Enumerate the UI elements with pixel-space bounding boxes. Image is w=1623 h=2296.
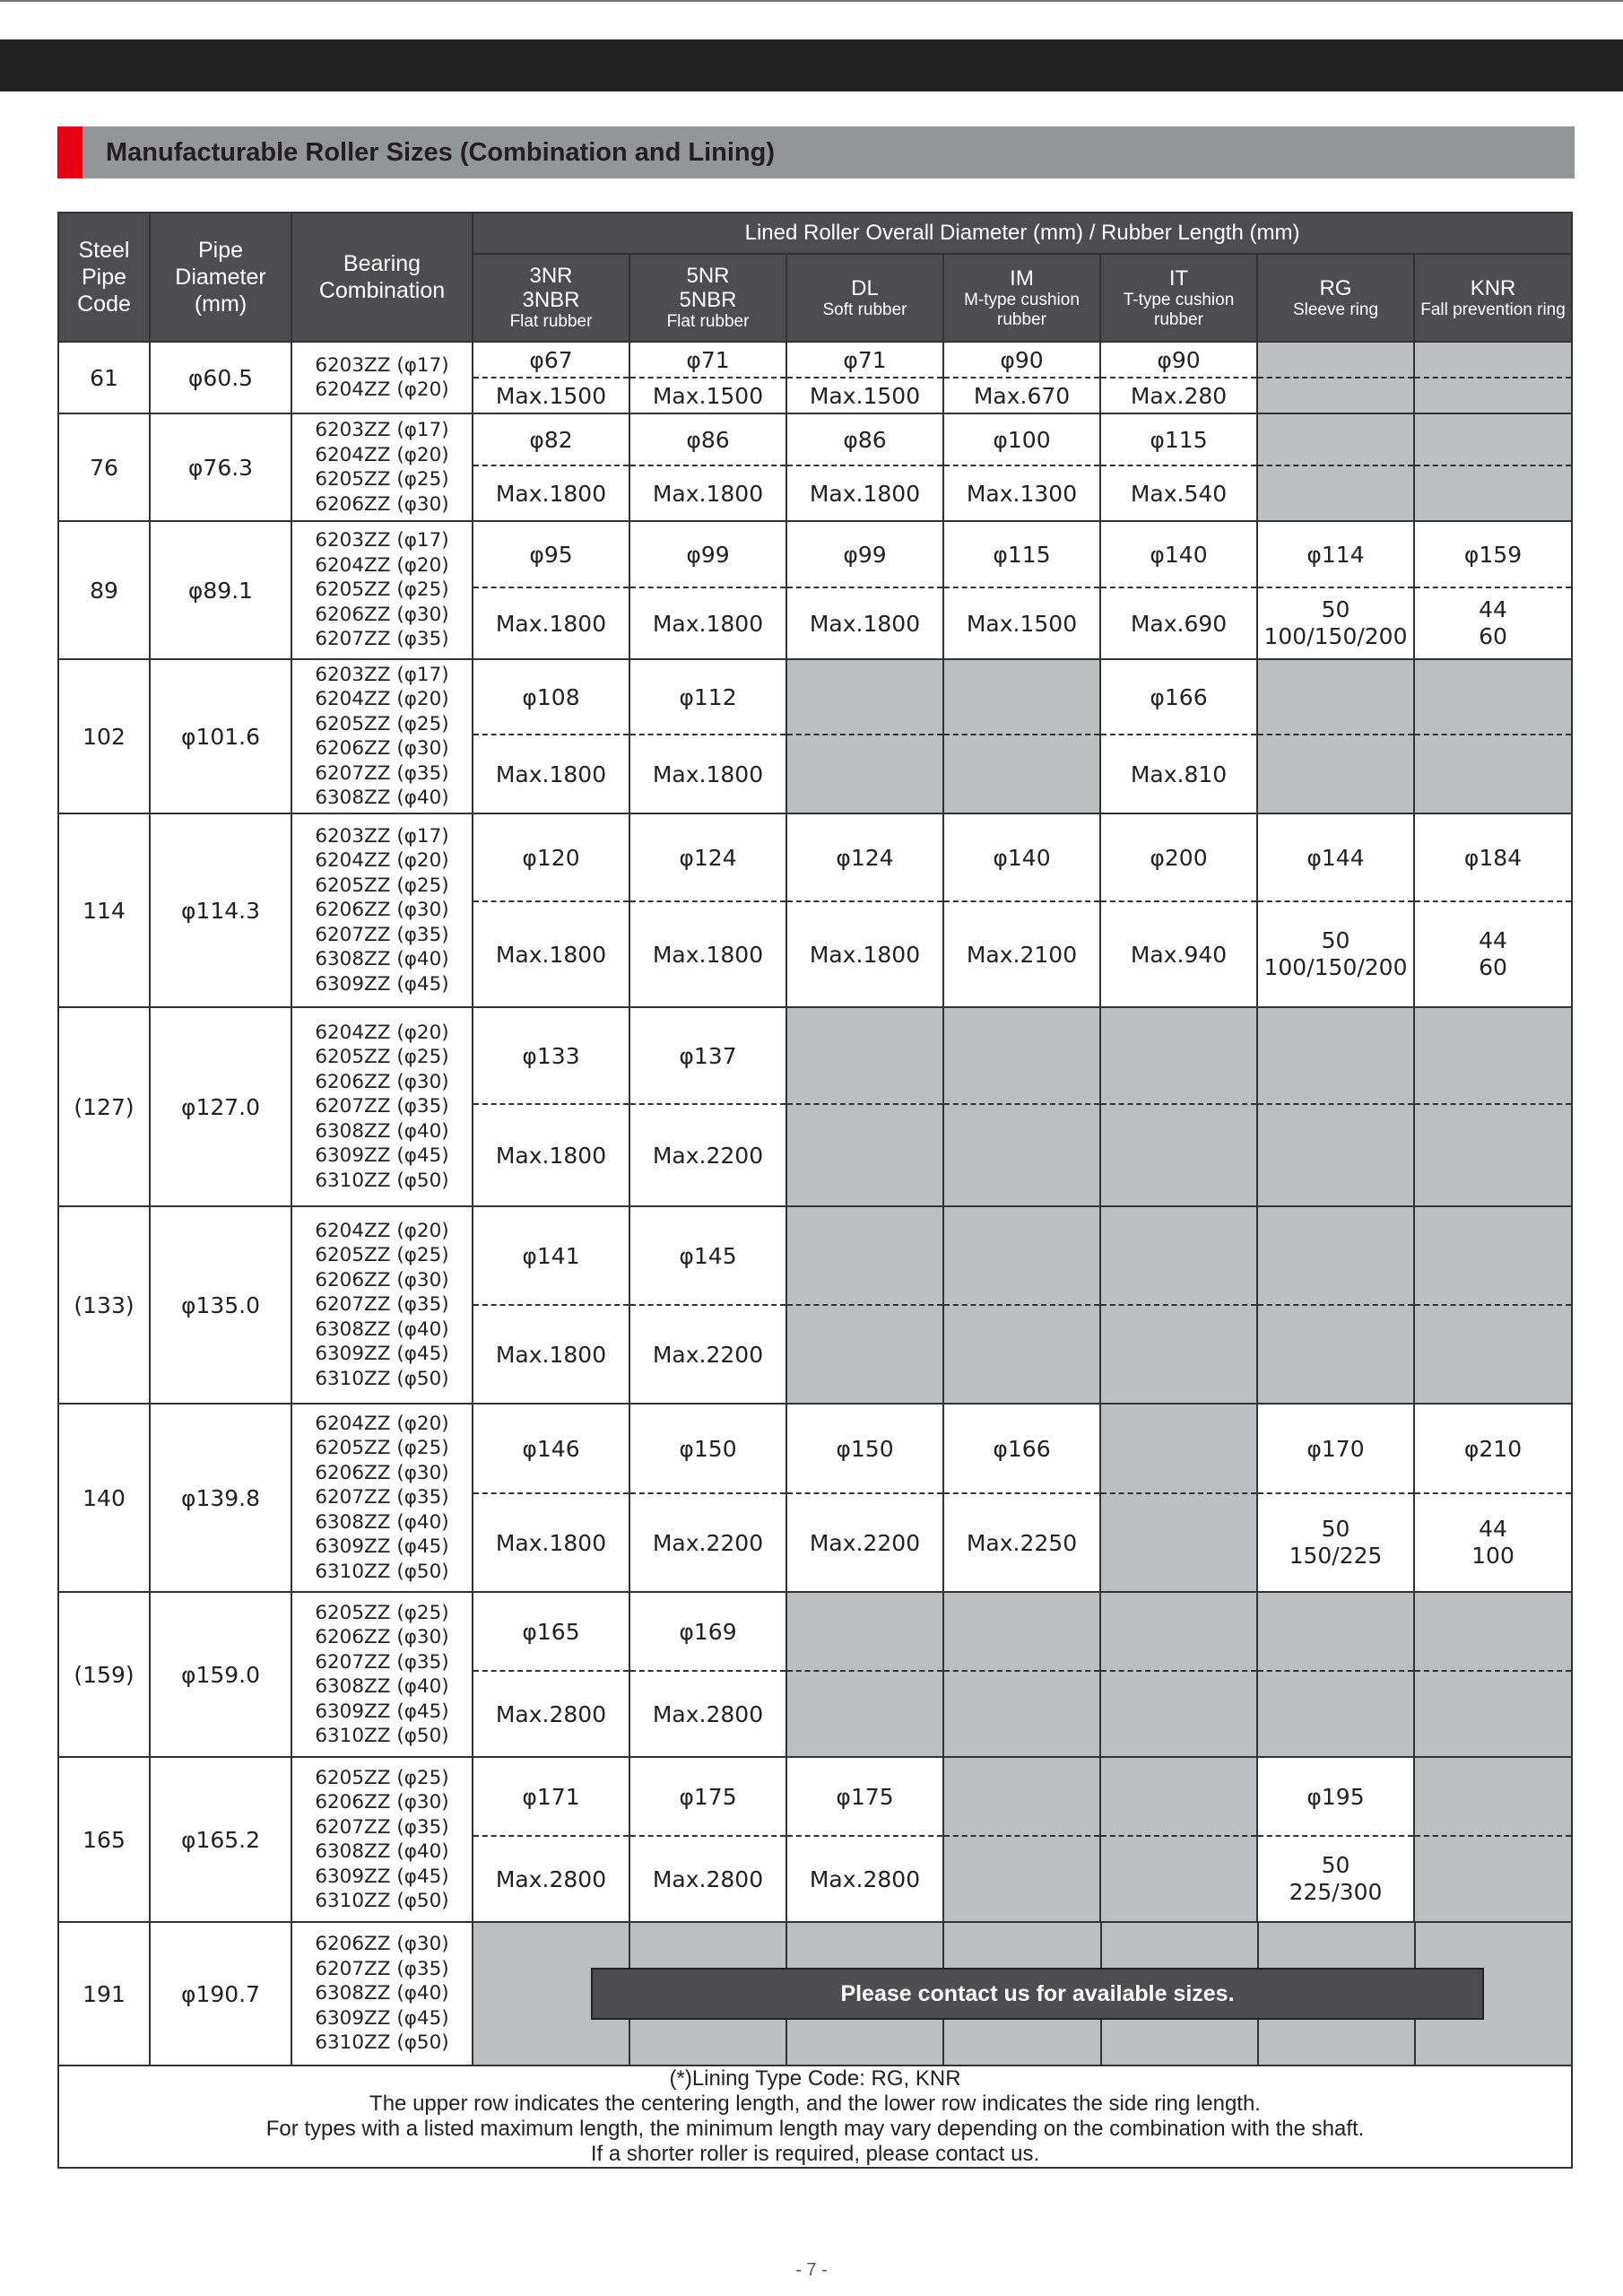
rubber-length: Max.810 — [1100, 735, 1257, 813]
unavailable-cell — [1257, 413, 1414, 465]
note-line: The upper row indicates the centering length, and the lower row indicates the side ring length. — [369, 2092, 1261, 2116]
overall-diameter: φ82 — [473, 413, 629, 465]
bearing-item: 6204ZZ (φ20) — [315, 553, 449, 577]
bearing-item: 6204ZZ (φ20) — [315, 849, 449, 873]
overall-diameter: φ137 — [629, 1007, 786, 1104]
unavailable-cell — [1414, 342, 1572, 378]
unavailable-cell — [1100, 1493, 1257, 1592]
steel-pipe-code: 76 — [58, 413, 150, 521]
steel-pipe-code: 89 — [58, 521, 150, 659]
overall-diameter: φ141 — [473, 1206, 629, 1305]
bearing-item: 6204ZZ (φ20) — [315, 1412, 449, 1435]
rubber-length: Max.1800 — [786, 901, 943, 1007]
rubber-length: Max.2250 — [943, 1493, 1100, 1592]
unavailable-cell — [1414, 1836, 1572, 1922]
table-row — [58, 659, 1572, 735]
unavailable-cell — [943, 1836, 1100, 1922]
overall-diameter: φ133 — [473, 1007, 629, 1104]
bearing-combination — [291, 1404, 473, 1592]
col-header-type — [1257, 254, 1414, 342]
note-line: If a shorter roller is required, please contact us. — [590, 2142, 1040, 2166]
bearing-combination — [291, 1922, 473, 2066]
steel-pipe-code: 102 — [58, 659, 150, 813]
unavailable-cell — [1257, 342, 1414, 378]
bearing-item: 6309ZZ (φ45) — [315, 972, 449, 996]
steel-pipe-code: 165 — [58, 1757, 150, 1922]
bearing-item: 6308ZZ (φ40) — [315, 948, 449, 971]
col-header-type — [1414, 254, 1572, 342]
type-code: 3NR — [529, 264, 573, 288]
overall-diameter: φ71 — [629, 342, 786, 378]
bearing-item: 6207ZZ (φ35) — [315, 923, 449, 946]
unavailable-cell — [1414, 413, 1572, 465]
bearing-item: 6206ZZ (φ30) — [315, 492, 449, 516]
overall-diameter: φ210 — [1414, 1404, 1572, 1493]
bearing-item: 6207ZZ (φ35) — [315, 628, 449, 651]
type-description: Soft rubber — [822, 300, 907, 319]
bearing-item: 6207ZZ (φ35) — [315, 1095, 449, 1118]
unavailable-cell — [786, 1104, 943, 1206]
unavailable-cell — [1414, 1305, 1572, 1404]
notes-row — [58, 2066, 1572, 2168]
bearing-item: 6206ZZ (φ30) — [315, 1268, 449, 1292]
type-description: Flat rubber — [509, 312, 593, 331]
overall-diameter: φ166 — [1100, 659, 1257, 735]
unavailable-cell — [1257, 1206, 1414, 1305]
unavailable-cell — [786, 1305, 943, 1404]
rubber-length: Max.1800 — [473, 735, 629, 813]
bearing-item: 6309ZZ (φ45) — [315, 1535, 449, 1559]
col-header-type — [943, 254, 1100, 342]
bearing-combination — [291, 659, 473, 813]
rubber-length: Max.1800 — [629, 465, 786, 521]
rubber-length: Max.2800 — [786, 1836, 943, 1922]
bearing-item: 6207ZZ (φ35) — [315, 1650, 449, 1674]
type-description: Sleeve ring — [1292, 300, 1379, 319]
unavailable-cell — [1100, 1404, 1257, 1493]
overall-diameter: φ124 — [786, 813, 943, 901]
bearing-item: 6309ZZ (φ45) — [315, 2006, 449, 2030]
overall-diameter: φ124 — [629, 813, 786, 901]
overall-diameter: φ150 — [786, 1404, 943, 1493]
unavailable-cell — [1257, 1104, 1414, 1206]
bearing-combination — [291, 521, 473, 659]
table-row — [58, 1007, 1572, 1104]
unavailable-cell — [1100, 1671, 1257, 1757]
bearing-item: 6207ZZ (φ35) — [315, 1957, 449, 1980]
unavailable-cell — [1257, 735, 1414, 813]
pipe-diameter: φ114.3 — [150, 813, 291, 1007]
unavailable-cell — [1100, 1206, 1257, 1305]
rubber-length: Max.670 — [943, 378, 1100, 413]
steel-pipe-code: (127) — [58, 1007, 150, 1206]
bearing-item: 6205ZZ (φ25) — [315, 578, 449, 602]
rubber-length: Max.1800 — [473, 465, 629, 521]
unavailable-cell — [943, 1104, 1100, 1206]
col-header-pipe-diameter: Pipe Diameter (mm) — [150, 213, 291, 342]
bearing-item: 6204ZZ (φ20) — [315, 1021, 449, 1044]
type-code: RG — [1319, 275, 1352, 300]
col-header-type — [1100, 254, 1257, 342]
unavailable-cell — [1257, 1592, 1414, 1671]
steel-pipe-code: 140 — [58, 1404, 150, 1592]
rubber-length: Max.2200 — [629, 1493, 786, 1592]
table-row — [58, 1922, 1572, 2066]
rubber-length: Max.1800 — [473, 1104, 629, 1206]
header-row-1 — [58, 213, 1572, 254]
unavailable-cell — [943, 659, 1100, 735]
unavailable-cell — [1100, 1592, 1257, 1671]
overall-diameter: φ166 — [943, 1404, 1100, 1493]
overall-diameter: φ145 — [629, 1206, 786, 1305]
section-title: Manufacturable Roller Sizes (Combination and Lining) — [106, 138, 775, 167]
rubber-length: Max.2100 — [943, 901, 1100, 1007]
type-code: 3NBR — [522, 288, 580, 312]
rubber-length: Max.1500 — [473, 378, 629, 413]
overall-diameter: φ115 — [943, 521, 1100, 587]
bearing-item: 6203ZZ (φ17) — [315, 824, 449, 848]
table-row — [58, 1757, 1572, 1836]
overall-diameter: φ86 — [786, 413, 943, 465]
pipe-diameter: φ159.0 — [150, 1592, 291, 1757]
pipe-diameter: φ60.5 — [150, 342, 291, 413]
bearing-item: 6308ZZ (φ40) — [315, 1675, 449, 1698]
overall-diameter: φ175 — [629, 1757, 786, 1836]
steel-pipe-code: 191 — [58, 1922, 150, 2066]
bearing-item: 6206ZZ (φ30) — [315, 1461, 449, 1484]
type-description: T-type cushion rubber — [1123, 290, 1235, 329]
rubber-length: 50 100/150/200 — [1257, 587, 1414, 659]
rubber-length: Max.2200 — [629, 1104, 786, 1206]
steel-pipe-code: 61 — [58, 342, 150, 413]
bearing-combination — [291, 1007, 473, 1206]
bearing-item: 6308ZZ (φ40) — [315, 787, 449, 809]
rubber-length: Max.1500 — [629, 378, 786, 413]
bearing-item: 6308ZZ (φ40) — [315, 1510, 449, 1534]
bearing-item: 6204ZZ (φ20) — [315, 443, 449, 466]
table-row — [58, 813, 1572, 901]
rubber-length: Max.2200 — [786, 1493, 943, 1592]
rubber-length: Max.280 — [1100, 378, 1257, 413]
table-row — [58, 1592, 1572, 1671]
unavailable-cell — [943, 1757, 1100, 1836]
unavailable-cell — [943, 735, 1100, 813]
unavailable-cell — [1100, 1836, 1257, 1922]
bearing-item: 6206ZZ (φ30) — [315, 1791, 449, 1813]
rubber-length: Max.1800 — [473, 587, 629, 659]
rubber-length: Max.1800 — [473, 1305, 629, 1404]
overall-diameter: φ144 — [1257, 813, 1414, 901]
contact-cell — [473, 1922, 1572, 2066]
type-code: 5NBR — [679, 288, 737, 312]
rubber-length: Max.940 — [1100, 901, 1257, 1007]
overall-diameter: φ86 — [629, 413, 786, 465]
bearing-item: 6310ZZ (φ50) — [315, 1560, 449, 1583]
type-code: IT — [1168, 265, 1189, 291]
unavailable-cell — [943, 1305, 1100, 1404]
unavailable-cell — [1257, 1671, 1414, 1757]
rubber-length: 44 100 — [1414, 1493, 1572, 1592]
rubber-length: Max.1800 — [786, 587, 943, 659]
rubber-length: Max.2800 — [629, 1671, 786, 1757]
pipe-diameter: φ89.1 — [150, 521, 291, 659]
rubber-length: Max.1800 — [629, 735, 786, 813]
page-number: - 7 - — [795, 2260, 828, 2280]
unavailable-cell — [1257, 659, 1414, 735]
overall-diameter: φ159 — [1414, 521, 1572, 587]
bearing-item: 6310ZZ (φ50) — [315, 2031, 449, 2055]
unavailable-cell — [786, 735, 943, 813]
table-row — [58, 1404, 1572, 1493]
overall-diameter: φ112 — [629, 659, 786, 735]
unavailable-cell — [943, 1206, 1100, 1305]
overall-diameter: φ175 — [786, 1757, 943, 1836]
unavailable-cell — [1100, 1757, 1257, 1836]
overall-diameter: φ140 — [943, 813, 1100, 901]
rubber-length: Max.2800 — [473, 1836, 629, 1922]
bearing-item: 6206ZZ (φ30) — [315, 1626, 449, 1648]
rubber-length: Max.1300 — [943, 465, 1100, 521]
bearing-item: 6206ZZ (φ30) — [315, 1933, 449, 1956]
rubber-length: Max.1800 — [473, 1493, 629, 1592]
type-description: Fall prevention ring — [1420, 300, 1566, 319]
rubber-length: 50 150/225 — [1257, 1493, 1414, 1592]
bearing-item: 6310ZZ (φ50) — [315, 1725, 449, 1747]
type-code: DL — [851, 275, 879, 300]
unavailable-cell — [1257, 1305, 1414, 1404]
unavailable-cell — [1100, 1305, 1257, 1404]
overall-diameter: φ115 — [1100, 413, 1257, 465]
rubber-length: 44 60 — [1414, 901, 1572, 1007]
bearing-item: 6207ZZ (φ35) — [315, 1293, 449, 1317]
bearing-combination — [291, 342, 473, 413]
bearing-combination — [291, 813, 473, 1007]
top-rule — [0, 0, 1623, 2]
overall-diameter: φ169 — [629, 1592, 786, 1671]
rubber-length: 50 100/150/200 — [1257, 901, 1414, 1007]
col-header-type — [629, 254, 786, 342]
steel-pipe-code: (133) — [58, 1206, 150, 1404]
rubber-length: Max.1800 — [473, 901, 629, 1007]
pipe-diameter: φ190.7 — [150, 1922, 291, 2066]
bearing-item: 6207ZZ (φ35) — [315, 1815, 449, 1839]
bearing-item: 6205ZZ (φ25) — [315, 1437, 449, 1460]
overall-diameter: φ120 — [473, 813, 629, 901]
unavailable-cell — [786, 1206, 943, 1305]
col-header-type — [473, 254, 629, 342]
unavailable-cell — [1414, 1007, 1572, 1104]
overall-diameter: φ165 — [473, 1592, 629, 1671]
unavailable-cell — [1100, 1007, 1257, 1104]
bearing-item: 6207ZZ (φ35) — [315, 1486, 449, 1509]
rubber-length: Max.2200 — [629, 1305, 786, 1404]
overall-diameter: φ150 — [629, 1404, 786, 1493]
rubber-length: Max.2800 — [629, 1836, 786, 1922]
pipe-diameter: φ76.3 — [150, 413, 291, 521]
unavailable-cell — [786, 1671, 943, 1757]
unavailable-cell — [1257, 378, 1414, 413]
bearing-item: 6204ZZ (φ20) — [315, 378, 449, 401]
overall-diameter: φ90 — [1100, 342, 1257, 378]
overall-diameter: φ67 — [473, 342, 629, 378]
bearing-item: 6205ZZ (φ25) — [315, 1766, 449, 1789]
col-header-type — [786, 254, 943, 342]
unavailable-cell — [943, 1592, 1100, 1671]
bearing-item: 6309ZZ (φ45) — [315, 1343, 449, 1366]
table-row — [58, 413, 1572, 465]
overall-diameter: φ114 — [1257, 521, 1414, 587]
overall-diameter: φ195 — [1257, 1757, 1414, 1836]
bearing-combination — [291, 1592, 473, 1757]
rubber-length: 50 225/300 — [1257, 1836, 1414, 1922]
bearing-item: 6309ZZ (φ45) — [315, 1865, 449, 1888]
bearing-item: 6205ZZ (φ25) — [315, 468, 449, 491]
bearing-item: 6203ZZ (φ17) — [315, 353, 449, 377]
bearing-item: 6204ZZ (φ20) — [315, 1219, 449, 1242]
bearing-item: 6206ZZ (φ30) — [315, 1070, 449, 1093]
bearing-item: 6205ZZ (φ25) — [315, 1046, 449, 1069]
pipe-diameter: φ139.8 — [150, 1404, 291, 1592]
overall-diameter: φ146 — [473, 1404, 629, 1493]
unavailable-cell — [1414, 465, 1572, 521]
rubber-length: Max.1500 — [943, 587, 1100, 659]
unavailable-cell — [1414, 659, 1572, 735]
unavailable-cell — [1414, 1592, 1572, 1671]
unavailable-cell — [1414, 1671, 1572, 1757]
bearing-item: 6205ZZ (φ25) — [315, 712, 449, 735]
rubber-length: Max.1800 — [629, 901, 786, 1007]
unavailable-cell — [1257, 465, 1414, 521]
unavailable-cell — [1100, 1104, 1257, 1206]
type-code: KNR — [1470, 275, 1516, 300]
bearing-item: 6206ZZ (φ30) — [315, 603, 449, 626]
table-row — [58, 1206, 1572, 1305]
unavailable-cell — [1257, 1007, 1414, 1104]
overall-diameter: φ100 — [943, 413, 1100, 465]
bearing-item: 6203ZZ (φ17) — [315, 663, 449, 686]
unavailable-cell — [786, 1592, 943, 1671]
note-line: For types with a listed maximum length, the minimum length may vary depending on the combination with the shaft. — [265, 2117, 1365, 2141]
rubber-length: Max.690 — [1100, 587, 1257, 659]
unavailable-cell — [943, 1007, 1100, 1104]
unavailable-cell — [1414, 1104, 1572, 1206]
type-description: M-type cushion rubber — [964, 290, 1080, 329]
type-description: Flat rubber — [666, 312, 750, 331]
roller-size-table — [57, 212, 1573, 2169]
rubber-length: Max.2800 — [473, 1671, 629, 1757]
bearing-item: 6206ZZ (φ30) — [315, 899, 449, 922]
bearing-item: 6308ZZ (φ40) — [315, 1840, 449, 1863]
overall-diameter: φ71 — [786, 342, 943, 378]
bearing-item: 6308ZZ (φ40) — [315, 1119, 449, 1143]
bearing-combination — [291, 1206, 473, 1404]
notes — [58, 2066, 1572, 2168]
rubber-length: 44 60 — [1414, 587, 1572, 659]
pipe-diameter: φ135.0 — [150, 1206, 291, 1404]
bearing-item: 6308ZZ (φ40) — [315, 1318, 449, 1341]
unavailable-cell — [1414, 1757, 1572, 1836]
overall-diameter: φ90 — [943, 342, 1100, 378]
overall-diameter: φ99 — [629, 521, 786, 587]
bearing-item: 6205ZZ (φ25) — [315, 1601, 449, 1624]
bearing-item: 6310ZZ (φ50) — [315, 1367, 449, 1390]
section-header — [57, 126, 1575, 178]
bearing-item: 6309ZZ (φ45) — [315, 1700, 449, 1723]
note-line: (*)Lining Type Code: RG, KNR — [669, 2066, 961, 2091]
table-row — [58, 521, 1572, 587]
bearing-item: 6203ZZ (φ17) — [315, 419, 449, 441]
rubber-length: Max.1800 — [786, 465, 943, 521]
table-row — [58, 342, 1572, 378]
steel-pipe-code: 114 — [58, 813, 150, 1007]
type-code: 5NR — [686, 264, 730, 288]
rubber-length: Max.1800 — [629, 587, 786, 659]
overall-diameter: φ184 — [1414, 813, 1572, 901]
pipe-diameter: φ127.0 — [150, 1007, 291, 1206]
unavailable-cell — [786, 659, 943, 735]
col-header-steel-pipe-code: Steel Pipe Code — [58, 213, 150, 342]
contact-notice: Please contact us for available sizes. — [591, 1968, 1484, 2020]
col-header-lined-roller: Lined Roller Overall Diameter (mm) / Rubber Length (mm) — [473, 213, 1572, 254]
unavailable-cell — [943, 1671, 1100, 1757]
overall-diameter: φ170 — [1257, 1404, 1414, 1493]
overall-diameter: φ200 — [1100, 813, 1257, 901]
bearing-item: 6203ZZ (φ17) — [315, 529, 449, 552]
bearing-item: 6310ZZ (φ50) — [315, 1890, 449, 1912]
bearing-item: 6308ZZ (φ40) — [315, 1982, 449, 2005]
pipe-diameter: φ165.2 — [150, 1757, 291, 1922]
bearing-item: 6206ZZ (φ30) — [315, 737, 449, 760]
bearing-item: 6207ZZ (φ35) — [315, 761, 449, 785]
bearing-item: 6205ZZ (φ25) — [315, 1244, 449, 1267]
unavailable-cell — [1414, 378, 1572, 413]
rubber-length: Max.540 — [1100, 465, 1257, 521]
header-band — [0, 39, 1623, 91]
bearing-item: 6310ZZ (φ50) — [315, 1169, 449, 1192]
bearing-item: 6309ZZ (φ45) — [315, 1144, 449, 1168]
type-code: IM — [1010, 265, 1034, 291]
rubber-length: Max.1500 — [786, 378, 943, 413]
unavailable-cell — [1414, 735, 1572, 813]
section-accent-bar — [57, 126, 82, 178]
overall-diameter: φ108 — [473, 659, 629, 735]
unavailable-cell — [786, 1007, 943, 1104]
bearing-item: 6204ZZ (φ20) — [315, 688, 449, 710]
steel-pipe-code: (159) — [58, 1592, 150, 1757]
overall-diameter: φ140 — [1100, 521, 1257, 587]
bearing-combination — [291, 413, 473, 521]
unavailable-cell — [1414, 1206, 1572, 1305]
bearing-item: 6205ZZ (φ25) — [315, 874, 449, 897]
pipe-diameter: φ101.6 — [150, 659, 291, 813]
overall-diameter: φ171 — [473, 1757, 629, 1836]
overall-diameter: φ95 — [473, 521, 629, 587]
col-header-bearing-combination: Bearing Combination — [291, 213, 473, 342]
bearing-combination — [291, 1757, 473, 1922]
overall-diameter: φ99 — [786, 521, 943, 587]
